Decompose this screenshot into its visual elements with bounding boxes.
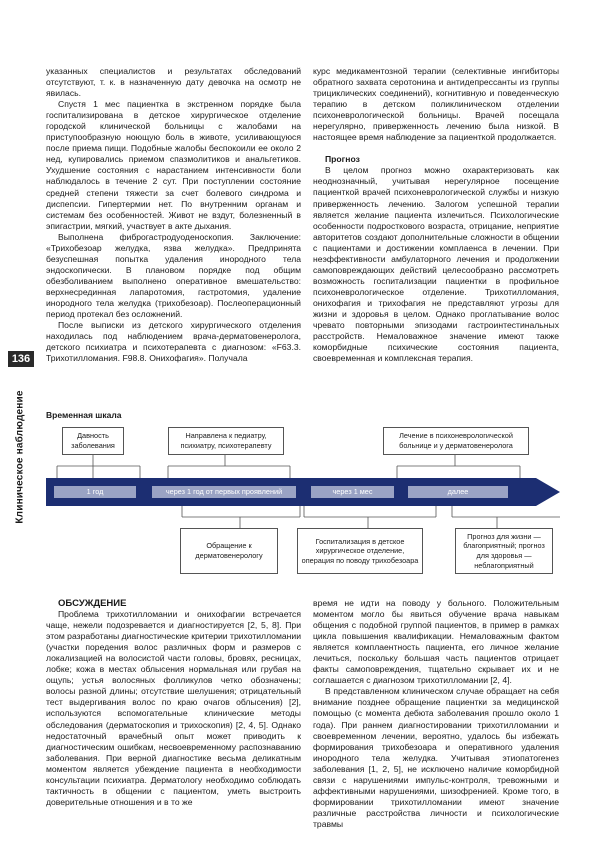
timeline-box-disease-duration: Давность заболевания (62, 427, 124, 455)
timeline-segment-1: 1 год (54, 486, 136, 498)
paragraph: Проблема трихотилломании и онихофагии встречается чаще, нежели подозревается и диагностируется [2, 5, 8]. При этом разработаны диагностические критерии трихотилломании (участки поредения волос различных форм и размеров с локализацией на волосистой части головы, бровях, ресницах, лобке; кожа в местах облысения нормальная или грубая на ощупь; устья волосяных фолликулов четко обозначены; волосы разной длины; отсутствие шелушения; отрицательный тест выдергивания волос по краю очагов облысения) [2], используются вспомогательные клинические методы обследования (дерматоскопия и трихоскопия) [2, 4, 5]. Однако недостаточный врачебный опыт может приводить к диагностическим ошибкам, несвоевременному распознаванию заболевания. При верной диагностике весьма деликатным моментом является убеждение пациента в необходимости консультации психиатра. Дерматологу необходимо соблюдать тактичность в общении с пациентом, уметь выстроить доверительные отношения и в то же (46, 609, 301, 807)
timeline-box-referral: Направлена к педиатру, психиатру, психотерапевту (168, 427, 284, 455)
timeline-connectors-above (57, 455, 520, 478)
discussion-heading: ОБСУЖДЕНИЕ (58, 598, 127, 609)
paragraph: После выписки из детского хирургического отделения находилась под наблюдением врача-дерматовенеролога, детского психиатра и психотерапевта с диагнозом: «F63.3. Трихотилломания. F98.8. Онихофагия». Получала (46, 320, 301, 364)
section-side-label-text: Клиническое наблюдение (14, 390, 26, 524)
paragraph: Выполнена фиброгастродуоденоскопия. Заключение: «Трихобезоар желудка, язва желудка». Предпринята безуспешная попытка удаления инородного тела эндоскопически. В плановом порядке под общим обезболиванием выполнено оперативное вмешательство: верхнесрединная лапаротомия, гастротомия, удаление инородного тела желудка (трихобезоар). Послеоперационный период протекал без осложнений. (46, 231, 301, 320)
paragraph: В целом прогноз можно охарактеризовать как неоднозначный, учитывая нерегулярное посещение пациенткой врачей психоневрологической службы и низкую приверженность лечению. Залогом успешной терапии является желание пациента излечиться. Психологические особенности подросткового возраста, отрицание, неприятие авторитетов создают дополнительные сложности в общении с пациентами и достижении комплаенса в лечении. При неэффективности амбулаторного лечения и продолжении самоповреждающих действий целесообразно рассмотреть возможность госпитализации пациентки в профильное психоневрологическое отделение. Трихотилломания, онихофагия и трихофагия не представляют угрозы для жизни и здоровья в целом. Однако проглатывание волос чревато повторными эпизодами гастроинтестинальных расстройств. Немаловажное значение имеют также коморбидные психические состояния пациента, своевременная и комплексная терапия. (313, 165, 559, 364)
timeline-segment-3: через 1 мес (311, 486, 394, 498)
timeline-title: Временная шкала (46, 410, 122, 420)
paragraph: В представленном клиническом случае обращает на себя внимание позднее обращение пациентки за медицинской помощью (с момента дебюта заболевания прошло около 1 года). При раннем диагностировании трихотилломании и своевременном лечении, вероятно, удалось бы избежать формирования трихобезоара и оперативного удаления инородного тела желудка. Учитывая этиопатогенез заболевания [1, 2, 5], не исключено наличие коморбидной связи с нарушениями импульс-контроля, тревожными и аффективными нарушениями, шизофренией. Кроме того, в формировании трихотилломании имеют значение различные расстройства личности и психологические травмы (313, 686, 559, 829)
prognosis-heading: Прогноз (325, 154, 360, 165)
timeline-box-hospitalization: Госпитализация в детское хирургическое отделение, операция по поводу трихобезоара (297, 528, 423, 574)
timeline-segment-2: через 1 год от первых проявлений (152, 486, 296, 498)
timeline-segment-4: далее (408, 486, 508, 498)
paragraph: указанных специалистов и результатах обследований отсутствуют, т. к. в назначенную дату девочка на осмотр не явилась. (46, 66, 301, 99)
timeline-box-dermatologist-visit: Обращение к дерматовенерологу (180, 528, 278, 574)
column-bottom-left (46, 598, 301, 808)
paragraph: время не идти на поводу у больного. Положительным моментом могло бы явиться обучение врача навыкам общения с подобной группой пациентов, в пример в рамках цикла повышения квалификации. Немаловажным фактом является комплаентность пациента, его личное желание лечиться, поскольку большая часть пациентов отрицает факты самоповреждения, тщательно скрывает их и не соглашается с диагнозом трихотилломании [2, 4]. (313, 598, 559, 686)
timeline-connectors-below (182, 506, 560, 528)
paragraph: курс медикаментозной терапии (селективные ингибиторы обратного захвата серотонина и антидепрессанты из группы трициклических соединений), когнитивную и поведенческую терапию в детском поликлиническом отделении психоневрологической больницы. Врачей посещала нерегулярно, приверженность лечению была низкой. В настоящее время наблюдение за пациенткой продолжается. (313, 66, 559, 143)
timeline-box-treatment: Лечение в психоневрологической больнице и у дерматовенеролога (383, 427, 529, 455)
timeline-box-prognosis: Прогноз для жизни — благоприятный; прогноз для здоровья — неблагоприятный (455, 528, 553, 574)
column-bottom-right (313, 598, 559, 830)
paragraph: Спустя 1 мес пациентка в экстренном порядке была госпитализирована в детское хирургическое отделение городской клинической больницы с жалобами на приступообразную ноющую боль в животе, усиливающуюся после приема пищи. Подобные жалобы беспокоили ее около 2 нед, купировались приемом спазмолитиков и анальгетиков. Ухудшение состояния с нарастанием интенсивности боли наблюдалось в течение 2 сут. При поступлении состояние средней степени тяжести за счет болевого синдрома и диспепсии. Гипертермии нет. По внутренним органам и системам без особенностей. Живот не вздут, болезненный в эпигастрии, мягкий, участвует в акте дыхания. (46, 99, 301, 231)
page-number: 136 (8, 351, 34, 367)
